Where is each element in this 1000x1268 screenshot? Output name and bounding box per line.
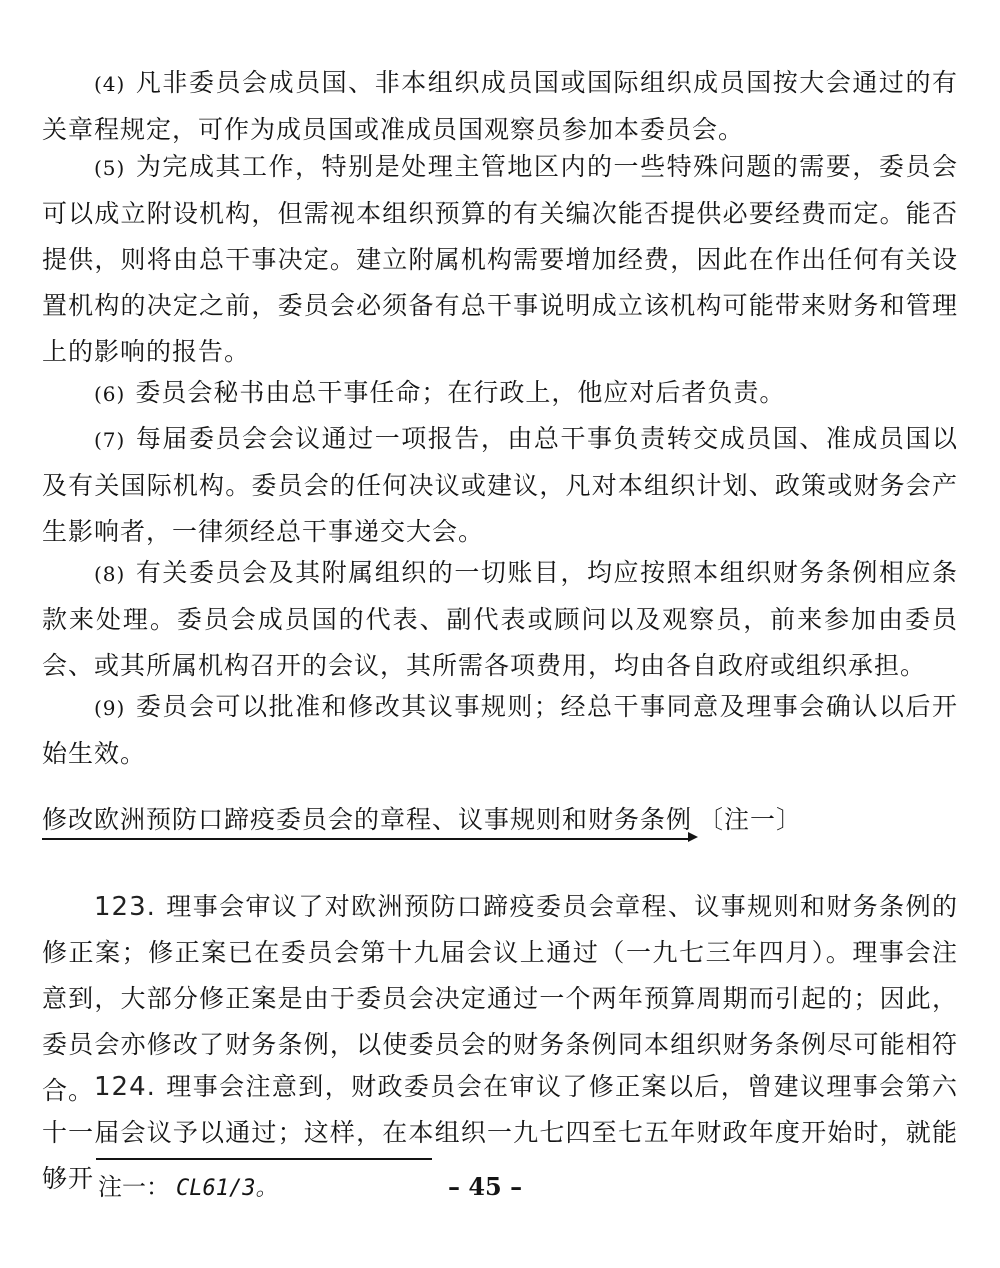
paragraph-text: 委员会秘书由总干事任命；在行政上，他应对后者负责。: [135, 378, 786, 407]
footnote: [98, 1172, 277, 1204]
paragraph-text: 为完成其工作，特别是处理主管地区内的一些特殊问题的需要，委员会可以成立附设机构，但需视本组织预算的有关编次能否提供必要经费而定。能否提供，则将由总干事决定。建立附属机构需要增加经费，因此在作出任何有关设置机构的决定之前，委员会必须备有总干事说明成立该机构可能带来财务和管理上的影响的报告。: [42, 152, 958, 366]
paragraph-number: 123.: [94, 892, 156, 922]
section-heading-text: 修改欧洲预防口蹄疫委员会的章程、议事规则和财务条例: [42, 805, 692, 840]
paragraph-4: [42, 60, 958, 153]
paragraph-text: 理事会审议了对欧洲预防口蹄疫委员会章程、议事规则和财务条例的修正案；修正案已在委员会第十九届会议上通过（一九七三年四月）。理事会注意到，大部分修正案是由于委员会决定通过一个两年预算周期而引起的；因此，委员会亦修改了财务条例，以使委员会的财务条例同本组织财务条例尽可能相符合。: [42, 892, 958, 1105]
paragraph-number: 124.: [94, 1072, 156, 1102]
paragraph-text: 每届委员会会议通过一项报告，由总干事负责转交成员国、准成员国以及有关国际机构。委员会的任何决议或建议，凡对本组织计划、政策或财务会产生影响者，一律须经总干事递交大会。: [42, 424, 958, 546]
paragraph-text: 有关委员会及其附属组织的一切账目，均应按照本组织财务条例相应条款来处理。委员会成员国的代表、副代表或顾问以及观察员，前来参加由委员会、或其所属机构召开的会议，其所需各项费用，均由各自政府或组织承担。: [42, 558, 958, 680]
footnote-divider: [96, 1158, 432, 1160]
underline-arrow-icon: [688, 832, 698, 842]
paragraph-8: [42, 550, 958, 689]
paragraph-7: [42, 416, 958, 555]
paragraph-text: 理事会注意到，财政委员会在审议了修正案以后，曾建议理事会第六十一届会议予以通过；这样，在本组织一九七四至七五年财政年度开始时，就能够开: [42, 1072, 958, 1193]
paragraph-5: [42, 144, 958, 375]
paragraph-number: (4): [94, 72, 126, 96]
paragraph-number: (7): [94, 428, 126, 452]
paragraph-number: (5): [94, 156, 126, 180]
paragraph-text: 委员会可以批准和修改其议事规则；经总干事同意及理事会确认以后开始生效。: [42, 692, 958, 768]
footnote-label: 注一：: [98, 1173, 170, 1201]
section-heading: [42, 800, 802, 842]
paragraph-number: (8): [94, 562, 126, 586]
paragraph-9: [42, 684, 958, 777]
footnote-ref: CL61/3。: [176, 1176, 278, 1201]
page-number: – 45 –: [448, 1172, 523, 1201]
paragraph-number: (9): [94, 696, 126, 720]
paragraph-text: 凡非委员会成员国、非本组织成员国或国际组织成员国按大会通过的有关章程规定，可作为成员国或准成员国观察员参加本委员会。: [42, 68, 958, 144]
paragraph-6: [42, 370, 958, 417]
paragraph-number: (6): [94, 382, 126, 406]
footnote-reference: 〔注一〕: [698, 805, 803, 834]
